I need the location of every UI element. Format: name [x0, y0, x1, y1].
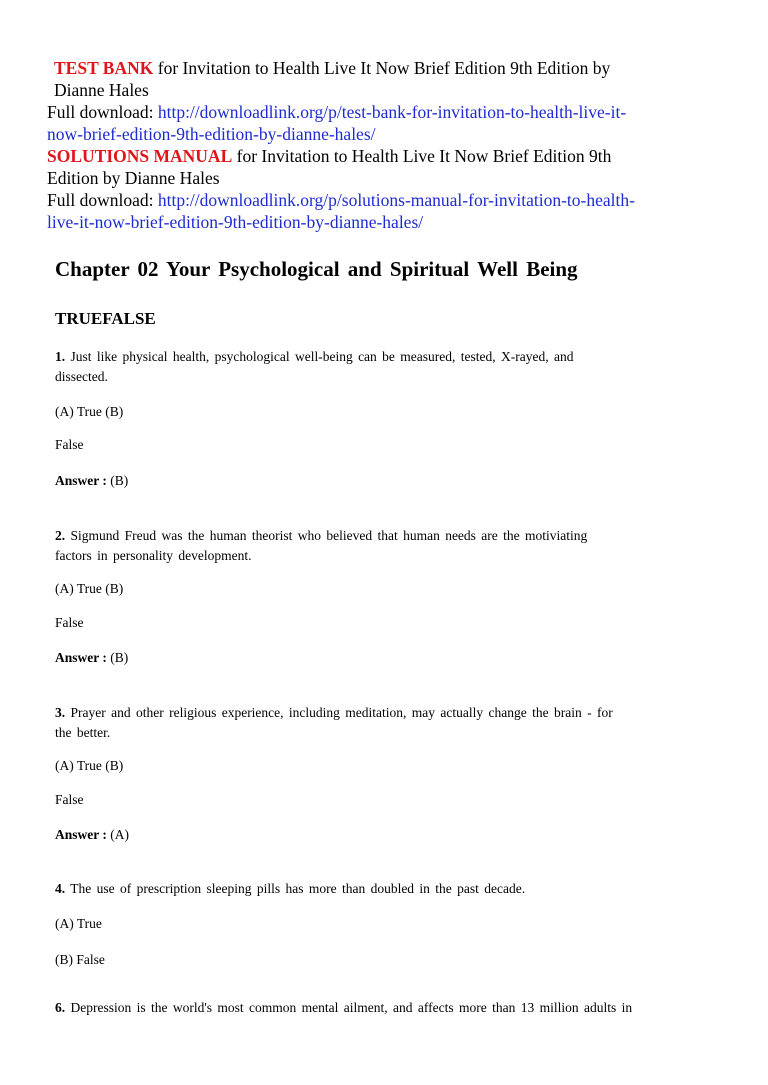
solutions-manual-link[interactable]: http://downloadlink.org/p/solutions-manual-for-invitation-to-health-: [157, 190, 635, 210]
question-number: 3.: [55, 705, 66, 720]
full-download-label-2: Full download:: [47, 190, 158, 210]
header-line-2: Dianne Hales: [54, 80, 149, 100]
question-line: The use of prescription sleeping pills has more than doubled in the past decade.: [65, 881, 526, 896]
test-bank-label: TEST BANK: [54, 58, 154, 78]
solutions-manual-title: for Invitation to Health Live It Now Brief Edition 9th: [232, 146, 612, 166]
question-4-option-a: (A) True: [55, 916, 102, 931]
question-number: 1.: [55, 349, 66, 364]
header-line-6: Edition by Dianne Hales: [47, 168, 220, 188]
question-3-answer: [55, 825, 735, 845]
answer-label: Answer :: [55, 473, 107, 488]
answer-value: (B): [106, 650, 129, 665]
chapter-title: Chapter 02 Your Psychological and Spiritual Well Being: [55, 257, 578, 281]
download-header: [47, 57, 727, 233]
question-4-option-b: (B) False: [55, 952, 105, 967]
question-line: Just like physical health, psychological well-being can be measured, tested, X-rayed, and: [65, 349, 574, 364]
header-line-7: [47, 189, 727, 211]
question-line: Sigmund Freud was the human theorist who believed that human needs are the motiviating: [65, 528, 588, 543]
answer-value: (A): [106, 827, 129, 842]
test-bank-link[interactable]: http://downloadlink.org/p/test-bank-for-invitation-to-health-live-it-: [157, 102, 627, 122]
question-1-text: [55, 347, 735, 387]
question-line: Depression is the world's most common mental ailment, and affects more than 13 million adults in: [65, 1000, 633, 1015]
question-3-option-b: False: [55, 792, 84, 807]
header-line-5: [47, 145, 727, 167]
full-download-label: Full download:: [47, 102, 158, 122]
answer-label: Answer :: [55, 827, 107, 842]
question-number: 4.: [55, 881, 66, 896]
question-3-option-a: (A) True (B): [55, 758, 124, 773]
question-line: Prayer and other religious experience, including meditation, may actually change the brain - for: [65, 705, 613, 720]
section-title: TRUEFALSE: [55, 309, 156, 328]
question-2-option-b: False: [55, 615, 84, 630]
solutions-manual-link-cont[interactable]: live-it-now-brief-edition-9th-edition-by-dianne-hales/: [47, 212, 424, 232]
question-line: dissected.: [55, 369, 108, 384]
solutions-manual-label: SOLUTIONS MANUAL: [47, 146, 233, 166]
test-bank-title: for Invitation to Health Live It Now Brief Edition 9th Edition by: [153, 58, 611, 78]
answer-value: (B): [106, 473, 129, 488]
question-2-answer: [55, 648, 735, 668]
header-line-1: [47, 57, 727, 79]
test-bank-link-cont[interactable]: now-brief-edition-9th-edition-by-dianne-hales/: [47, 124, 376, 144]
question-3-text: [55, 703, 735, 743]
question-line: factors in personality development.: [55, 548, 252, 563]
question-4-text: [55, 879, 735, 899]
question-6-text: [55, 998, 735, 1018]
question-number: 6.: [55, 1000, 66, 1015]
answer-label: Answer :: [55, 650, 107, 665]
question-1-option-a: (A) True (B): [55, 404, 124, 419]
question-1-option-b: False: [55, 437, 84, 452]
question-line: the better.: [55, 725, 111, 740]
header-line-3: [47, 101, 727, 123]
question-number: 2.: [55, 528, 66, 543]
question-1-answer: [55, 471, 735, 491]
question-2-option-a: (A) True (B): [55, 581, 124, 596]
question-2-text: [55, 526, 735, 566]
